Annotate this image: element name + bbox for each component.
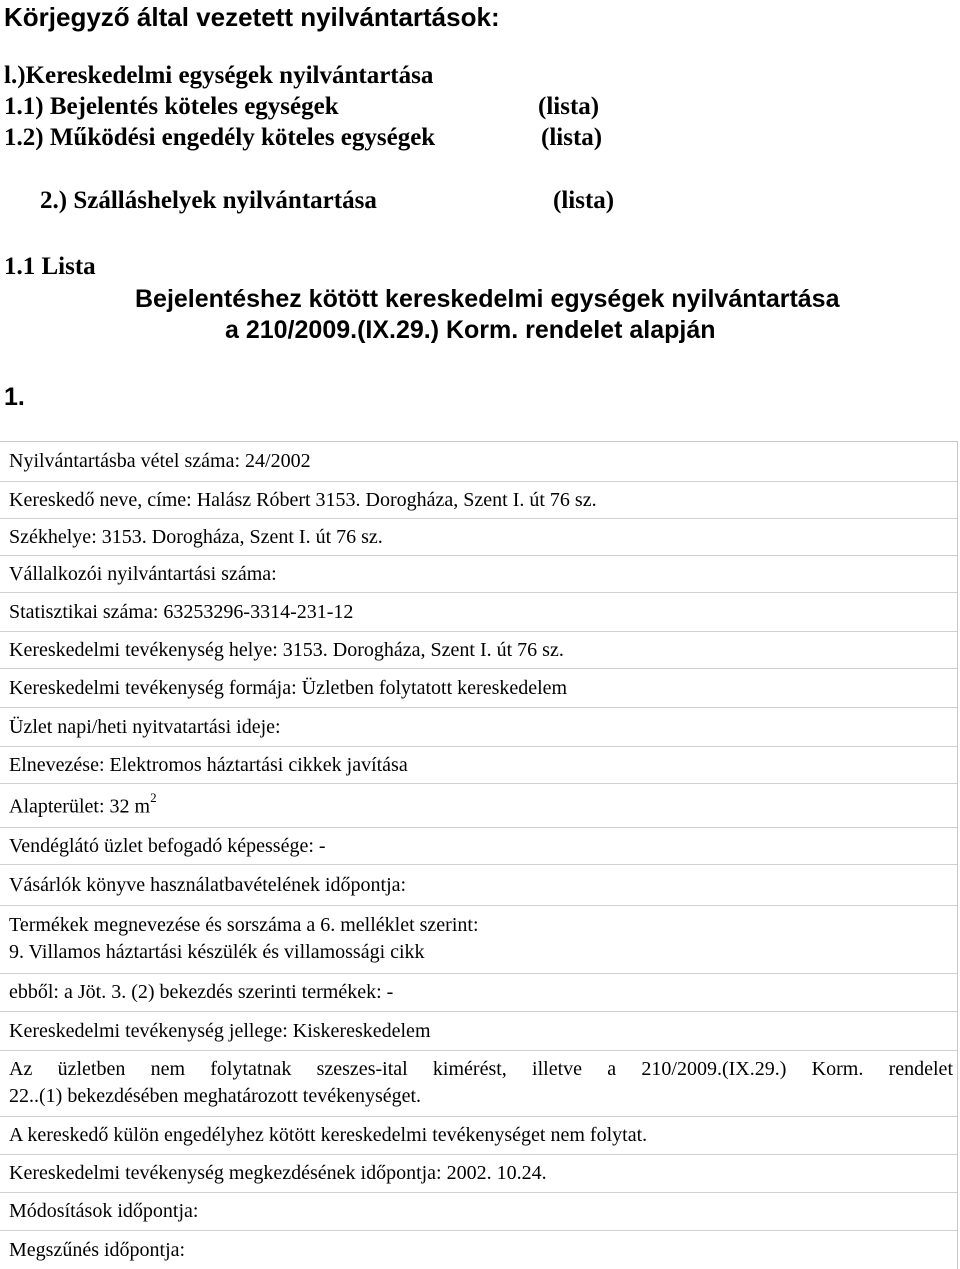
registration-number-row [0, 442, 957, 482]
floor-area [9, 789, 157, 819]
activity-start-date: Kereskedelmi tevékenység megkezdésének időpontja: 2002. 10.24. [9, 1162, 547, 1184]
seat: Székhelye: 3153. Dorogháza, Szent I. út 76 sz. [9, 525, 383, 548]
start-date-row [0, 1155, 957, 1193]
trader-row [0, 482, 957, 519]
alcohol-statement-row [0, 1051, 957, 1117]
products-row [0, 906, 957, 974]
item-1-1-label: 1.1) Bejelentés köteles egységek [4, 93, 339, 120]
termination-row [0, 1231, 957, 1269]
complaint-book-date: Vásárlók könyve használatbavételének időpontja: [9, 873, 407, 896]
section-accommodation: 2.) Szálláshelyek nyilvántartása [40, 187, 377, 214]
complaint-book-row [0, 865, 957, 906]
shop-name: Elnevezése: Elektromos háztartási cikkek javítása [9, 753, 408, 776]
modifications-row [0, 1193, 957, 1231]
section-commercial-units: l.)Kereskedelmi egységek nyilvántartása [4, 62, 434, 89]
activity-place: Kereskedelmi tevékenység helye: 3153. Dorogháza, Szent I. út 76 sz. [9, 638, 564, 661]
registration-number: Nyilvántartásba vétel száma: 24/2002 [9, 450, 311, 472]
capacity-row [0, 828, 957, 865]
shop-name-row [0, 747, 957, 784]
trader-name-address: Kereskedő neve, címe: Halász Róbert 3153. Dorogháza, Szent I. út 76 sz. [9, 488, 597, 511]
list-subtitle-line1: Bejelentéshez kötött kereskedelmi egységek nyilvántartása [135, 285, 840, 313]
item-1-2-label: 1.2) Működési engedély köteles egységek [4, 124, 436, 151]
activity-form-row [0, 669, 957, 708]
floor-area-unit-exponent: 2 [150, 789, 157, 805]
separate-permit-statement: A kereskedő külön engedélyhez kötött kereskedelmi tevékenységet nem folytat. [9, 1124, 648, 1146]
item-1-2-list-link[interactable]: (lista) [541, 124, 603, 151]
floor-area-row [0, 784, 957, 828]
products-line1: Termékek megnevezése és sorszáma a 6. melléklet szerint: [9, 914, 479, 936]
opening-hours: Üzlet napi/heti nyitvatartási ideje: [9, 715, 281, 738]
entry-number: 1. [4, 383, 25, 411]
activity-nature-row [0, 1012, 957, 1051]
activity-place-row [0, 632, 957, 669]
alcohol-statement-line2: 22..(1) bekezdésében meghatározott tevékenységet. [9, 1085, 422, 1107]
opening-hours-row [0, 708, 957, 747]
entrepreneur-number: Vállalkozói nyilvántartási száma: [9, 562, 277, 585]
activity-nature: Kereskedelmi tevékenység jellege: Kiskereskedelem [9, 1019, 431, 1042]
products-line2: 9. Villamos háztartási készülék és villamossági cikk [9, 941, 425, 963]
jot-products-row [0, 974, 957, 1012]
section-2-list-link[interactable]: (lista) [553, 187, 615, 214]
floor-area-label: Alapterület: 32 m [9, 795, 151, 818]
entrepreneur-number-row [0, 556, 957, 593]
alcohol-statement-line1: Az üzletben nem folytatnak szeszes-ital kimérést, illetve a 210/2009.(IX.29.) Korm. rendelet [9, 1058, 953, 1080]
registration-record-table [0, 441, 958, 1269]
statistical-number: Statisztikai száma: 63253296-3314-231-12 [9, 600, 354, 623]
page-title: Körjegyző által vezetett nyilvántartások: [4, 2, 500, 32]
hospitality-capacity: Vendéglátó üzlet befogadó képessége: - [9, 834, 326, 857]
list-heading: 1.1 Lista [4, 253, 96, 280]
termination-date: Megszűnés időpontja: [9, 1238, 186, 1261]
list-subtitle-line2: a 210/2009.(IX.29.) Korm. rendelet alapján [225, 316, 716, 344]
separate-permit-row [0, 1117, 957, 1155]
modifications-date: Módosítások időpontja: [9, 1200, 199, 1222]
item-1-1-list-link[interactable]: (lista) [538, 93, 600, 120]
activity-form: Kereskedelmi tevékenység formája: Üzletben folytatott kereskedelem [9, 676, 568, 699]
jot-products: ebből: a Jöt. 3. (2) bekezdés szerinti termékek: - [9, 981, 394, 1003]
seat-row [0, 519, 957, 556]
statistical-number-row [0, 593, 957, 632]
